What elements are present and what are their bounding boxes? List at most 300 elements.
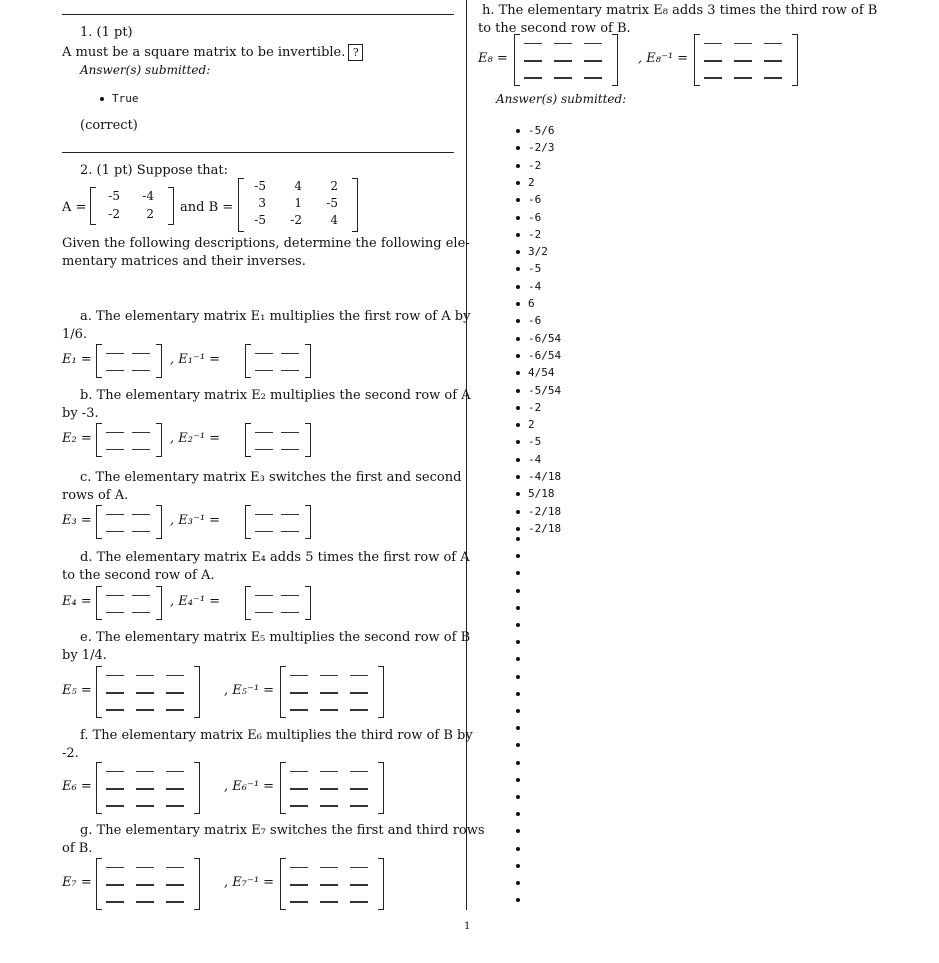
matrix-b-cell: 4	[330, 213, 338, 227]
answer-blank[interactable]	[320, 884, 338, 886]
answer-blank[interactable]	[350, 692, 368, 694]
answer-blank[interactable]	[350, 675, 368, 677]
empty-answer-bullet	[516, 812, 520, 816]
elementary-matrix-input	[96, 666, 200, 718]
answer-blank[interactable]	[584, 77, 602, 79]
answer-blank[interactable]	[764, 77, 782, 79]
submitted-answer	[516, 384, 561, 397]
elementary-matrix-label: E₁ =	[62, 352, 92, 367]
empty-answer-bullet	[516, 864, 520, 868]
answer-blank[interactable]	[704, 43, 722, 45]
submitted-answer-value: 5/18	[528, 487, 555, 501]
submitted-answer	[516, 262, 541, 275]
answer-blank[interactable]	[704, 60, 722, 62]
inverse-matrix-label: , E₆⁻¹ =	[224, 779, 275, 794]
bullet	[516, 371, 520, 375]
answer-blank[interactable]	[350, 805, 368, 807]
elementary-matrix-input	[96, 858, 200, 910]
bracket-left	[96, 344, 102, 378]
answer-blank[interactable]	[136, 692, 154, 694]
part-description-2: rows of A.	[62, 488, 129, 503]
bullet	[516, 129, 520, 133]
answer-blank[interactable]	[584, 43, 602, 45]
elementary-matrix-input	[514, 34, 618, 86]
problem-2-header: 2. (1 pt) Suppose that:	[80, 163, 228, 178]
elementary-matrix-input	[96, 505, 162, 539]
empty-answer-bullet	[516, 589, 520, 593]
answer-blank[interactable]	[290, 692, 308, 694]
submitted-answer-value: -2	[528, 400, 542, 414]
bullet	[100, 97, 104, 101]
submitted-answer	[516, 366, 555, 379]
answer-blank[interactable]	[106, 612, 124, 614]
answer-blank[interactable]	[734, 77, 752, 79]
answer-blank[interactable]	[764, 43, 782, 45]
answer-blank[interactable]	[136, 709, 154, 711]
part-description-2: -2.	[62, 746, 79, 761]
answer-blank[interactable]	[255, 531, 273, 533]
matrix-b-label: and B =	[180, 200, 234, 215]
answer-blank[interactable]	[320, 901, 338, 903]
empty-answer-bullet	[516, 709, 520, 713]
matrix-b-cell: 1	[294, 196, 302, 210]
submitted-answer-value: -2	[528, 158, 542, 172]
submitted-answer	[516, 141, 555, 154]
bracket-right	[305, 344, 311, 378]
part-description-2: 1/6.	[62, 327, 88, 342]
answer-blank[interactable]	[281, 531, 299, 533]
answer-blank[interactable]	[106, 370, 124, 372]
submitted-answer	[516, 401, 541, 414]
answer-blank[interactable]	[554, 77, 572, 79]
submitted-answer-value: -4	[528, 452, 542, 466]
empty-answer-bullet	[516, 726, 520, 730]
answer-blank[interactable]	[166, 709, 184, 711]
submitted-answer-value: -2	[528, 227, 542, 241]
matrix-b-cell: 4	[294, 179, 302, 193]
answer-blank[interactable]	[281, 370, 299, 372]
bracket-left	[96, 505, 102, 539]
submitted-answer	[516, 228, 541, 241]
empty-answer-bullet	[516, 847, 520, 851]
part-description: c. The elementary matrix E₃ switches the first and second	[80, 470, 462, 485]
bullet	[516, 527, 520, 531]
empty-answer-bullet	[516, 761, 520, 765]
bullet	[516, 337, 520, 341]
bracket-right	[305, 586, 311, 620]
submitted-answer	[516, 245, 548, 258]
part-description: f. The elementary matrix E₆ multiplies the third row of B by	[80, 728, 473, 743]
matrix-a	[90, 187, 174, 225]
bullet	[516, 389, 520, 393]
answer-blank[interactable]	[136, 771, 154, 773]
answer-blank[interactable]	[255, 595, 273, 597]
answer-blank[interactable]	[255, 370, 273, 372]
page-number: 1	[464, 921, 471, 932]
bracket-left	[694, 34, 700, 86]
answer-blank[interactable]	[320, 805, 338, 807]
answer-blank[interactable]	[320, 788, 338, 790]
part-description: e. The elementary matrix E₅ multiplies the second row of B	[80, 630, 471, 645]
part-description: a. The elementary matrix E₁ multiplies the first row of A by	[80, 309, 471, 324]
submitted-answer	[516, 487, 555, 500]
bullet	[516, 198, 520, 202]
answer-blank[interactable]	[350, 901, 368, 903]
answer-blank[interactable]	[320, 675, 338, 677]
submitted-answer-value: -6	[528, 210, 542, 224]
answer-blank[interactable]	[106, 805, 124, 807]
answer-blank[interactable]	[281, 353, 299, 355]
inverse-matrix-input	[280, 858, 384, 910]
answer-blank[interactable]	[136, 675, 154, 677]
empty-answer-bullet	[516, 743, 520, 747]
answer-blank[interactable]	[132, 514, 150, 516]
answer-blank[interactable]	[320, 867, 338, 869]
answer-blank[interactable]	[290, 709, 308, 711]
answer-blank[interactable]	[281, 595, 299, 597]
answer-blank[interactable]	[734, 43, 752, 45]
bracket-right	[305, 505, 311, 539]
answer-blank[interactable]	[166, 901, 184, 903]
answer-blank[interactable]	[166, 692, 184, 694]
bullet	[516, 423, 520, 427]
inverse-matrix-input	[280, 666, 384, 718]
answer-blank[interactable]	[320, 709, 338, 711]
problem-1-question-text: A must be a square matrix to be invertible.	[62, 45, 346, 60]
bullet	[516, 146, 520, 150]
submitted-answer-value: -6	[528, 193, 542, 207]
empty-answer-bullet	[516, 623, 520, 627]
submitted-answer	[516, 193, 541, 206]
problem-1-header: 1. (1 pt)	[80, 25, 133, 40]
submitted-answer	[516, 314, 541, 327]
matrix-a-cell: 2	[146, 207, 154, 221]
answer-blank[interactable]	[350, 884, 368, 886]
inverse-matrix-label: , E₅⁻¹ =	[224, 683, 275, 698]
elementary-matrix-label: E₂ =	[62, 431, 92, 446]
answer-blank[interactable]	[290, 675, 308, 677]
answer-blank[interactable]	[166, 805, 184, 807]
part-description: h. The elementary matrix E₈ adds 3 times the third row of B	[482, 3, 878, 18]
bracket-left	[245, 505, 251, 539]
instructions-line-2: mentary matrices and their inverses.	[62, 254, 306, 269]
answer-blank[interactable]	[524, 60, 542, 62]
elementary-matrix-label: E₈ =	[478, 51, 508, 66]
answer-blank[interactable]	[136, 788, 154, 790]
bracket-right	[612, 34, 618, 86]
matrix-b-cell: -5	[254, 213, 266, 227]
answer-blank[interactable]	[132, 449, 150, 451]
bracket-left	[245, 423, 251, 457]
answer-blank[interactable]	[524, 43, 542, 45]
bracket-left	[280, 666, 286, 718]
bracket-right	[156, 586, 162, 620]
answer-blank[interactable]	[704, 77, 722, 79]
inverse-matrix-label: , E₇⁻¹ =	[224, 875, 275, 890]
answer-blank[interactable]	[166, 771, 184, 773]
submitted-answer-value: -4	[528, 279, 542, 293]
answer-blank[interactable]	[106, 353, 124, 355]
answer-blank[interactable]	[290, 788, 308, 790]
answer-blank[interactable]	[136, 884, 154, 886]
column-divider	[466, 0, 467, 910]
answer-blank[interactable]	[281, 514, 299, 516]
submitted-answer-value: -2/18	[528, 521, 562, 535]
submitted-answer-value: 3/2	[528, 245, 548, 259]
answer-blank[interactable]	[255, 612, 273, 614]
part-description-2: to the second row of A.	[62, 568, 215, 583]
bracket-left	[280, 762, 286, 814]
submitted-answer-value: -6/54	[528, 331, 562, 345]
matrix-b-cell: -5	[326, 196, 338, 210]
matrix-b-cell: -5	[254, 179, 266, 193]
section-rule	[62, 152, 454, 153]
answer-blank[interactable]	[106, 709, 124, 711]
submitted-answer-value: -2/3	[528, 141, 555, 155]
answer-blank[interactable]	[290, 771, 308, 773]
elementary-matrix-input	[96, 762, 200, 814]
answer-value: True	[112, 92, 139, 105]
inverse-matrix-input	[245, 423, 311, 457]
bullet	[516, 216, 520, 220]
answer-blank[interactable]	[106, 531, 124, 533]
bracket-right	[378, 762, 384, 814]
bracket-left	[96, 858, 102, 910]
elementary-matrix-input	[96, 344, 162, 378]
bullet	[516, 458, 520, 462]
submitted-answer-value: -2/18	[528, 504, 562, 518]
submitted-answer	[516, 418, 535, 431]
elementary-matrix-label: E₃ =	[62, 513, 92, 528]
answer-blank[interactable]	[132, 432, 150, 434]
answer-blank[interactable]	[106, 595, 124, 597]
answer-blank[interactable]	[320, 771, 338, 773]
submitted-answer	[516, 176, 535, 189]
bracket-right	[305, 423, 311, 457]
elementary-matrix-label: E₆ =	[62, 779, 92, 794]
bracket-right	[194, 666, 200, 718]
bracket-right	[194, 858, 200, 910]
empty-answer-bullet	[516, 675, 520, 679]
answer-blank[interactable]	[350, 788, 368, 790]
bracket-left	[514, 34, 520, 86]
inverse-matrix-label: , E₈⁻¹ =	[638, 51, 689, 66]
answer-blank[interactable]	[136, 867, 154, 869]
submitted-answer-value: -6	[528, 314, 542, 328]
bullet	[516, 510, 520, 514]
answer-blank[interactable]	[320, 692, 338, 694]
bullet	[516, 164, 520, 168]
answer-blank[interactable]	[281, 449, 299, 451]
answer-blank[interactable]	[350, 867, 368, 869]
empty-answer-bullet	[516, 571, 520, 575]
bullet	[516, 406, 520, 410]
matrix-b-cell: 3	[258, 196, 266, 210]
bracket-left	[96, 762, 102, 814]
answer-blank[interactable]	[132, 612, 150, 614]
bullet	[516, 302, 520, 306]
answer-blank[interactable]	[524, 77, 542, 79]
submitted-answer	[516, 332, 561, 345]
bracket-right	[378, 666, 384, 718]
part-description-2: of B.	[62, 841, 93, 856]
bullet	[516, 181, 520, 185]
answer-blank[interactable]	[106, 432, 124, 434]
answer-blank[interactable]	[255, 432, 273, 434]
bracket-left	[96, 586, 102, 620]
bracket-right	[194, 762, 200, 814]
empty-answer-bullet	[516, 606, 520, 610]
bracket-left	[245, 344, 251, 378]
submitted-answer	[516, 470, 561, 483]
answer-blank[interactable]	[106, 788, 124, 790]
answer-blank[interactable]	[290, 901, 308, 903]
instructions-line-1: Given the following descriptions, determine the following ele-	[62, 236, 470, 251]
submitted-answer-value: 2	[528, 175, 535, 189]
inverse-matrix-label: , E₂⁻¹ =	[170, 431, 221, 446]
bracket-left	[96, 423, 102, 457]
bracket-right	[378, 858, 384, 910]
answer-blank[interactable]	[106, 449, 124, 451]
empty-answer-bullet	[516, 657, 520, 661]
submitted-answer-value: -6/54	[528, 348, 562, 362]
submitted-answer-value: -5/6	[528, 124, 555, 137]
elementary-matrix-label: E₇ =	[62, 875, 92, 890]
answer-blank[interactable]	[136, 901, 154, 903]
bullet	[516, 319, 520, 323]
part-description: g. The elementary matrix E₇ switches the first and third rows	[80, 823, 485, 838]
problem-1-question	[62, 44, 363, 61]
answer-blank[interactable]	[255, 514, 273, 516]
help-button[interactable]: ?	[348, 44, 363, 61]
answer-blank[interactable]	[290, 805, 308, 807]
answer-blank[interactable]	[106, 771, 124, 773]
answer-blank[interactable]	[132, 370, 150, 372]
bracket-right	[792, 34, 798, 86]
answer-blank[interactable]	[290, 867, 308, 869]
answer-blank[interactable]	[132, 353, 150, 355]
empty-answer-bullet	[516, 537, 520, 541]
answer-blank[interactable]	[106, 692, 124, 694]
answer-blank[interactable]	[166, 867, 184, 869]
submitted-answer	[516, 211, 541, 224]
matrix-a-cell: -2	[108, 207, 120, 221]
submitted-answer-value: 4/54	[528, 366, 555, 380]
elementary-matrix-input	[96, 423, 162, 457]
submitted-answer-value: -5/54	[528, 383, 562, 397]
answer-blank[interactable]	[106, 514, 124, 516]
submitted-answer-value: 6	[528, 297, 535, 310]
inverse-matrix-input	[280, 762, 384, 814]
answer-blank[interactable]	[166, 675, 184, 677]
bullet	[516, 250, 520, 254]
matrix-a-cell: -4	[142, 189, 154, 203]
bullet	[516, 475, 520, 479]
submitted-answer	[516, 280, 541, 293]
answer-blank[interactable]	[106, 901, 124, 903]
inverse-matrix-label: , E₃⁻¹ =	[170, 513, 221, 528]
bracket-left	[245, 586, 251, 620]
empty-answer-bullet	[516, 829, 520, 833]
answer-blank[interactable]	[132, 531, 150, 533]
submitted-answer	[516, 505, 561, 518]
submitted-answer	[516, 159, 541, 172]
inverse-matrix-label: , E₁⁻¹ =	[170, 352, 221, 367]
bullet	[516, 440, 520, 444]
inverse-matrix-label: , E₄⁻¹ =	[170, 594, 221, 609]
answers-submitted-label: Answer(s) submitted:	[80, 63, 211, 77]
submitted-answer	[516, 349, 561, 362]
matrix-b-cell: 2	[330, 179, 338, 193]
answer-blank[interactable]	[255, 353, 273, 355]
answer-blank[interactable]	[166, 884, 184, 886]
answer-blank[interactable]	[132, 595, 150, 597]
top-rule	[62, 14, 454, 15]
answer-blank[interactable]	[255, 449, 273, 451]
elementary-matrix-label: E₄ =	[62, 594, 92, 609]
bracket-right	[156, 505, 162, 539]
answer-blank[interactable]	[106, 884, 124, 886]
submitted-answer	[516, 522, 561, 535]
submitted-answer-value: -5	[528, 262, 542, 276]
part-description: b. The elementary matrix E₂ multiplies the second row of A	[80, 388, 471, 403]
answer-blank[interactable]	[554, 60, 572, 62]
answer-blank[interactable]	[281, 612, 299, 614]
part-description: d. The elementary matrix E₄ adds 5 times the first row of A	[80, 550, 470, 565]
bullet	[516, 285, 520, 289]
answer-blank[interactable]	[281, 432, 299, 434]
answer-blank[interactable]	[584, 60, 602, 62]
inverse-matrix-input	[245, 586, 311, 620]
matrix-a-cell: -5	[108, 189, 120, 203]
submitted-answer-value: -5	[528, 435, 542, 449]
submitted-answer	[516, 453, 541, 466]
part-description-2: to the second row of B.	[478, 21, 631, 36]
elementary-matrix-label: E₅ =	[62, 683, 92, 698]
answer-blank[interactable]	[734, 60, 752, 62]
answers-submitted-label-2: Answer(s) submitted:	[496, 92, 627, 106]
submitted-answer-value: -4/18	[528, 470, 562, 483]
elementary-matrix-input	[96, 586, 162, 620]
answer-blank[interactable]	[554, 43, 572, 45]
bracket-right	[156, 423, 162, 457]
part-description-2: by 1/4.	[62, 648, 107, 663]
empty-answer-bullet	[516, 795, 520, 799]
submitted-answer	[516, 124, 555, 137]
matrix-b-cell: -2	[290, 213, 302, 227]
matrix-b	[238, 178, 358, 232]
answer-blank[interactable]	[290, 884, 308, 886]
answer-blank[interactable]	[166, 788, 184, 790]
submitted-answer-value: 2	[528, 418, 535, 432]
submitted-answer	[516, 435, 541, 448]
empty-answer-bullet	[516, 640, 520, 644]
empty-answer-bullet	[516, 898, 520, 902]
inverse-matrix-input	[694, 34, 798, 86]
answer-blank[interactable]	[106, 867, 124, 869]
answer-blank[interactable]	[136, 805, 154, 807]
empty-answer-bullet	[516, 692, 520, 696]
problem-1-status: (correct)	[80, 118, 138, 133]
answer-blank[interactable]	[350, 771, 368, 773]
answer-blank[interactable]	[764, 60, 782, 62]
bracket-right	[156, 344, 162, 378]
answer-blank[interactable]	[350, 709, 368, 711]
answer-blank[interactable]	[106, 675, 124, 677]
bullet	[516, 492, 520, 496]
empty-answer-bullet	[516, 554, 520, 558]
bracket-left	[96, 666, 102, 718]
